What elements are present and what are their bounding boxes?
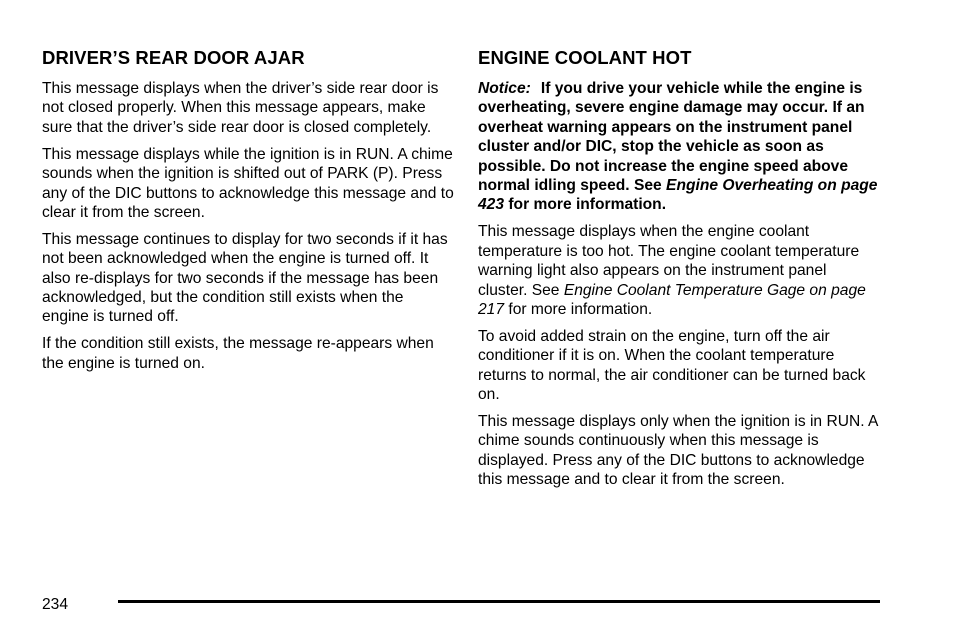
notice-paragraph [478,79,878,215]
section-heading-rear-door-ajar: DRIVER’S REAR DOOR AJAR [42,47,305,68]
coolant-paragraph-3: This message displays only when the ignition is in RUN. A chime sounds continuously when this message is displayed. Press any of the DIC buttons to acknowledge this message and to clear it from the screen. [478,413,878,489]
notice-text: If you drive your vehicle while the engine is overheating, severe engine damage may occur. If an overheat warning appears on the instrument panel cluster and/or DIC, stop the vehicle as soon as possible. Do not increase the engine speed above normal idling speed. See [478,80,865,195]
left-column [42,46,454,381]
page-number: 234 [42,596,69,613]
notice-label: Notice: [478,80,531,97]
coolant-paragraph-2: To avoid added strain on the engine, turn off the air conditioner if it is on. When the coolant temperature returns to normal, the air conditioner can be turned back on. [478,327,866,404]
coolant-paragraph-1-tail: for more information. [504,300,653,318]
coolant-paragraph-1 [478,222,878,319]
rear-door-paragraph-3: This message continues to display for two seconds if it has not been acknowledged when the engine is turned off. It also re-displays for two seconds if the message has been acknowledged, but the condition still exists when the engine is turned off. [42,230,448,326]
notice-tail: for more information. [504,196,667,214]
coolant-paragraph-1-text: This message displays when the engine coolant temperature is too hot. The engine coolant temperature warning light also appears on the instrument panel cluster. See [478,223,860,299]
right-column [478,46,878,497]
rear-door-paragraph-4: If the condition still exists, the message re-appears when the engine is turned on. [42,335,434,372]
section-heading-engine-coolant-hot: ENGINE COOLANT HOT [478,47,692,68]
rear-door-paragraph-1: This message displays when the driver’s side rear door is not closed properly. When this message appears, make sure that the driver’s side rear door is closed completely. [42,80,439,136]
coolant-gage-reference: Engine Coolant Temperature Gage on page 217 [478,281,866,318]
footer-rule [118,600,880,603]
rear-door-paragraph-2: This message displays while the ignition is in RUN. A chime sounds when the ignition is shifted out of PARK (P). Press any of the DIC buttons to acknowledge this message and to clear it from the screen. [42,145,454,221]
notice-page-reference: Engine Overheating on page 423 [478,177,878,214]
